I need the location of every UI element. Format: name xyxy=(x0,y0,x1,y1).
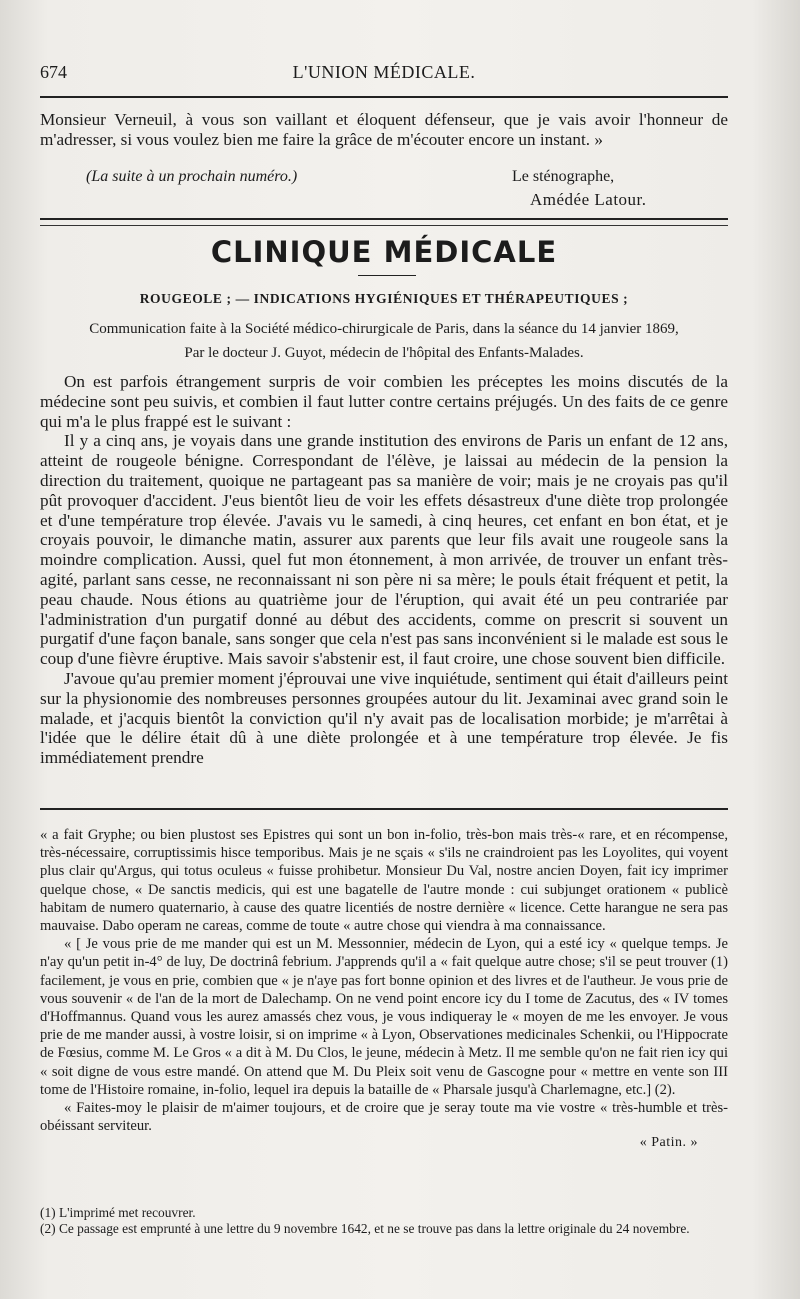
stenographer-label: Le sténographe, xyxy=(512,168,615,185)
quote-paragraph-2: « [ Je vous prie de me mander qui est un M. Messonnier, médecin de Lyon, qui a esté icy « quelque temps. Je n'ay qu'un petit in-4° de luy, De doctrinâ febrium. J'apprends qu'il a « fait quelque autre chose; s'il se peut trouver (1) facilement, je vous en prie, combien que « je n'aye pas fort bonne opinion et des livres et de l'autheur. Je vous prie de vous souvenir « de l'an de la mort de Dalechamp. On ne vend point encore icy du I tome de Zacutus, des « IV tomes d'Hoffmannus. Quand vous les aurez amassés chez vous, je vous indiqueray le « moyen de me les envoyer. Je vous prie de me mander aussi, à vostre loisir, si on imprime « à Lyon, Observationes medicinales Schenkii, ou l'Hippocrate de Fœsius, comme M. Le Gros « a dit à M. Du Clos, le jeune, médecin à Metz. Il me semble qu'on ne fait rien icy qui « soit digne de vous estre mandé. On attend que M. Du Pleix soit venu de Gascogne pour « mettre en vente son III tome de l'Histoire romaine, in-folio, lequel ira depuis la bataille de « Pharsale jusqu'à Charlemagne, etc.] (2). xyxy=(40,936,728,1098)
article-paragraph-2: Il y a cinq ans, je voyais dans une grande institution des environs de Paris un enfant de 12 ans, atteint de rougeole bénigne. Correspondant de l'élève, je laissai au médecin de la pension la direction du traitement, quoique ne partageant pas sa manière de voir; mais je ne croyais pas qu'il pût provoquer d'accident. J'eus bientôt lieu de voir les effets désastreux d'une diète trop prolongée et d'une température trop élevée. J'avais vu le samedi, à cinq heures, cet enfant en bon état, et je croyais pouvoir, le dimanche matin, assurer aux parents que leur fils avait une rougeole sans la moindre complication. Aussi, quel fut mon étonnement, à mon arrivée, de trouver un enfant très-agité, parlant sans cesse, ne reconnaissant ni son père ni sa mère; le pouls était fréquent et petit, la peau chaude. Nous étions au quatrième jour de l'éruption, qui avait été un peu contrariée par l'administration d'un purgatif donné au début des accidents, comme on prescrit si souvent un purgatif d'une façon banale, sans songer que cela n'est pas sans inconvénient si le malade est sous le coup d'une fièvre éruptive. Mais savoir s'abstenir est, il faut croire, une chose souvent bien difficile. xyxy=(40,431,728,669)
section-title: CLINIQUE MÉDICALE xyxy=(210,235,558,269)
suite-note: (La suite à un prochain numéro.) xyxy=(86,168,298,185)
article-body xyxy=(40,372,728,768)
quote-signature: « Patin. » xyxy=(639,1135,698,1151)
header-rule xyxy=(40,96,728,98)
intro-text: Monsieur Verneuil, à vous son vaillant et éloquent défenseur, que je vais avoir l'honneur de m'adresser, si vous voulez bien me faire la grâce de m'écouter encore un instant. » xyxy=(40,110,728,149)
page-header xyxy=(40,62,728,88)
footnote-1: (1) L'imprimé met recouvrer. xyxy=(40,1205,196,1220)
page-number: 674 xyxy=(40,62,67,82)
communication-line: Communication faite à la Société médico-chirurgicale de Paris, dans la séance du 14 janvier 1869, xyxy=(89,321,679,337)
section-double-rule xyxy=(40,218,728,226)
journal-title: L'UNION MÉDICALE. xyxy=(292,62,476,82)
title-rule xyxy=(358,275,416,276)
communication-note xyxy=(40,317,728,365)
quote-paragraph-1: « a fait Gryphe; ou bien plustost ses Epistres qui sont un bon in-folio, très-bon mais très-« rare, et en récompense, très-nécessaire, corruptissimis hisce temporibus. Mais je ne sçais « s'ils ne craindroient pas les Loyolites, qui voyent plus clair qu'Argus, qui totus oculeus « fuisse prohibetur. Monsieur Du Val, nostre ancien Doyen, fait icy imprimer quelque chose, « De sanctis medicis, qui est une bagatelle de l'autre monde : cui subjunget orationem « publicè habitam de numero quaternario, à cause des quatre licentiés de nostre dernière « licence. Cette harangue ne sera pas mauvaise. Dabo operam ne careas, comme de toute « autre chose qui viendra à ma connaissance. xyxy=(40,827,728,935)
author-line: Par le docteur J. Guyot, médecin de l'hôpital des Enfants-Malades. xyxy=(184,345,584,361)
lower-quote-block xyxy=(40,826,728,1151)
article-paragraph-1: On est parfois étrangement surpris de voir combien les préceptes les moins discutés de la médecine sont peu suivis, et combien il faut lutter contre certains préjugés. Un des faits de ce genre qui m'a le plus frappé est le suivant : xyxy=(40,372,728,431)
article-paragraph-3: J'avoue qu'au premier moment j'éprouvai une vive inquiétude, sentiment qui était d'ailleurs peint sur la physionomie des nombreuses personnes groupées autour du lit. Jexaminai avec grand soin le malade, et j'acquis bientôt la conviction qu'il n'y avait pas de localisation morbide; je m'arrêtai à l'idée que le délire était dû à une diète prolongée et à une température trop élevée. Je fis immédiatement prendre xyxy=(40,668,728,768)
intro-block xyxy=(40,110,728,150)
article-subtitle: ROUGEOLE ; — INDICATIONS HYGIÉNIQUES ET THÉRAPEUTIQUES ; xyxy=(139,291,629,306)
stenographer-name: Amédée Latour. xyxy=(530,190,647,209)
quote-paragraph-3: « Faites-moy le plaisir de m'aimer toujours, et de croire que je seray toute ma vie vostre « très-humble et très-obéissant serviteur. xyxy=(40,1100,728,1135)
footnotes xyxy=(40,1205,728,1237)
footnote-2: (2) Ce passage est emprunté à une lettre du 9 novembre 1642, et ne se trouve pas dans la lettre originale du 24 novembre. xyxy=(40,1221,690,1236)
column-rule xyxy=(40,808,728,810)
